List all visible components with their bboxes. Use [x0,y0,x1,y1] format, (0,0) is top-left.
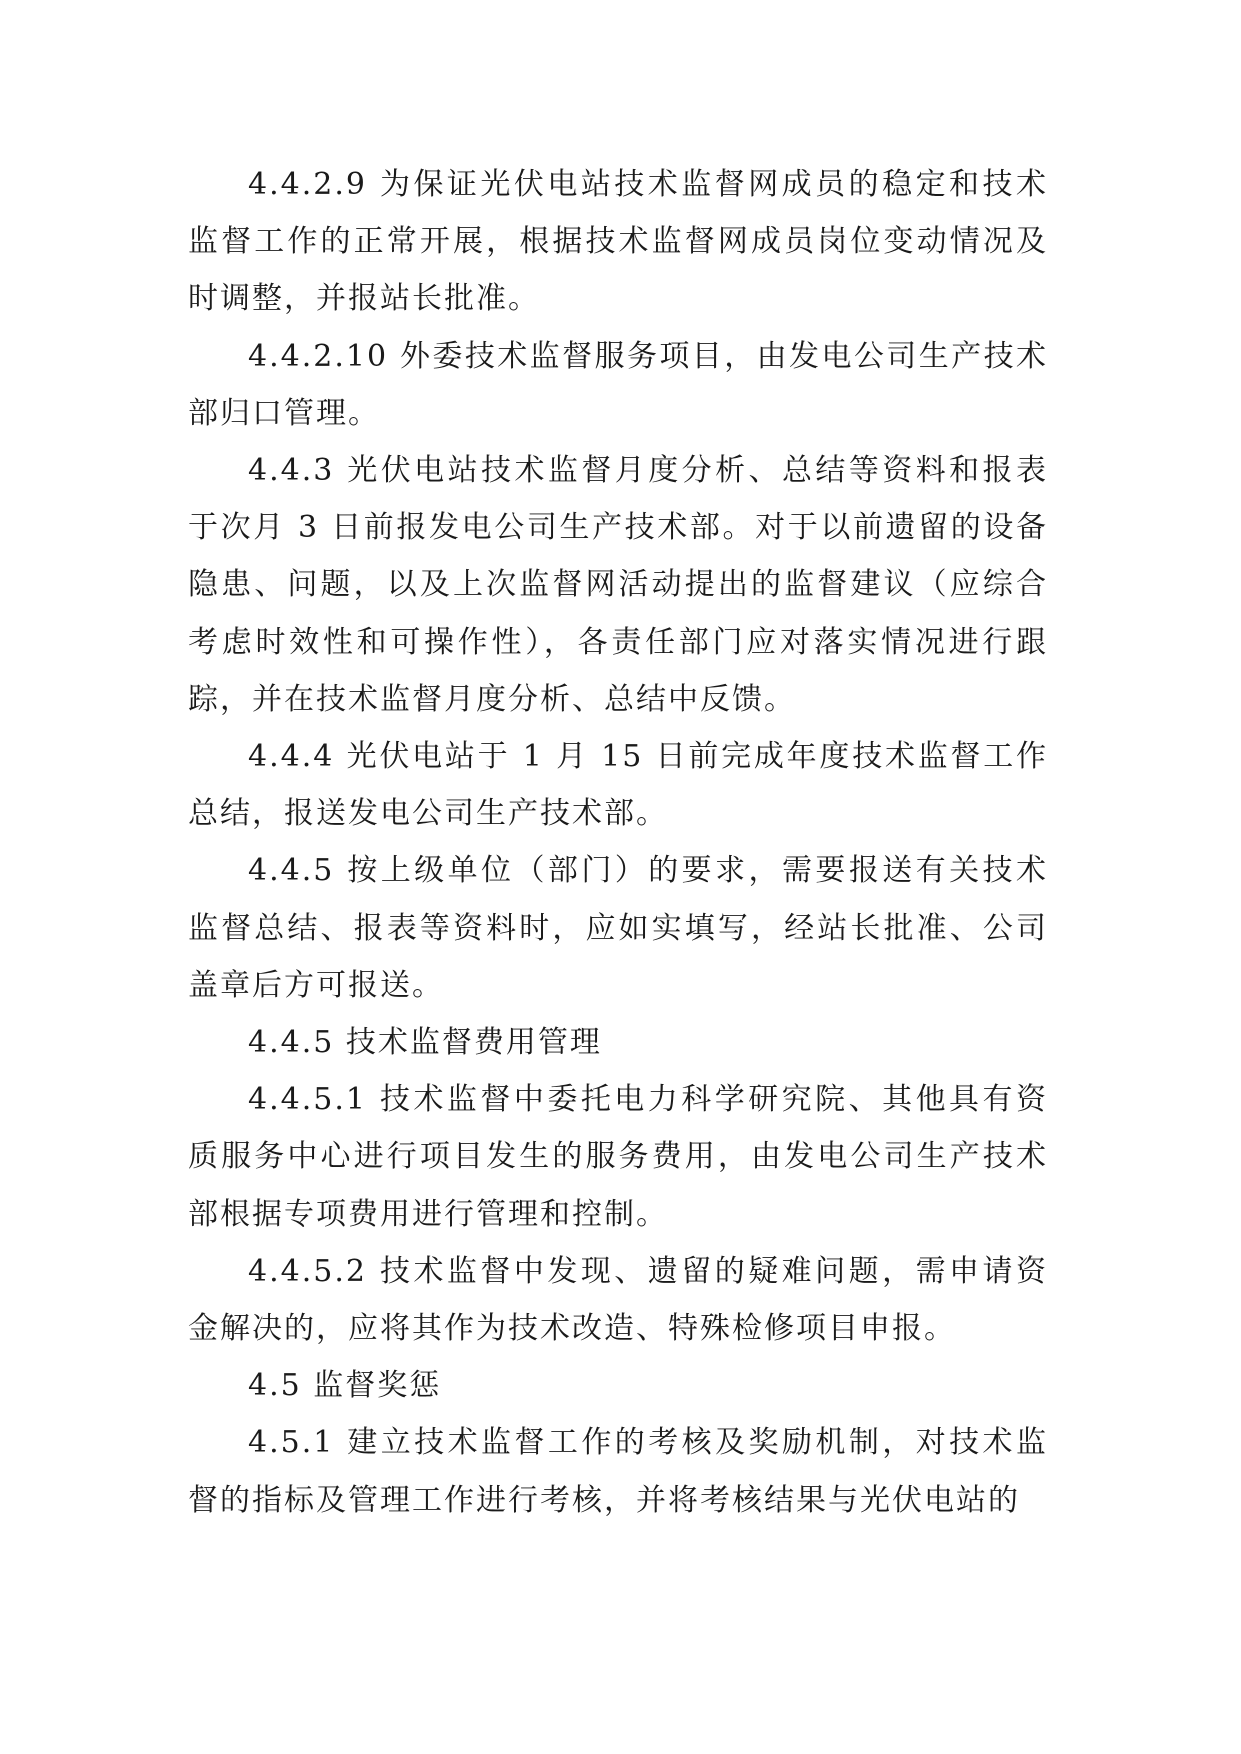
section-heading-4-5: 4.5 监督奖惩 [248,1368,442,1404]
paragraph-4-4-5-1: 4.4.5.1 技术监督中委托电力科学研究院、其他具有资质服务中心进行项目发生的服务费用，由发电公司生产技术部根据专项费用进行管理和控制。 [188,1082,1048,1232]
paragraph-4-4-5-2: 4.4.5.2 技术监督中发现、遗留的疑难问题，需申请资金解决的，应将其作为技术改造、特殊检修项目申报。 [188,1253,1048,1347]
paragraph-4-4-4: 4.4.4 光伏电站于 1 月 15 日前完成年度技术监督工作总结，报送发电公司生产技术部。 [188,739,1048,832]
paragraph-4-4-3: 4.4.3 光伏电站技术监督月度分析、总结等资料和报表于次月 3 日前报发电公司生产技术部。对于以前遗留的设备隐患、问题，以及上次监督网活动提出的监督建议（应综合考虑时效性和可操作性），各责任部门应对落实情况进行跟踪，并在技术监督月度分析、总结中反馈。 [188,453,1048,717]
paragraph-4-5-1: 4.5.1 建立技术监督工作的考核及奖励机制，对技术监督的指标及管理工作进行考核，并将考核结果与光伏电站的 [188,1425,1048,1518]
document-body [188,156,1048,1529]
paragraph-4-4-2-9: 4.4.2.9 为保证光伏电站技术监督网成员的稳定和技术监督工作的正常开展，根据技术监督网成员岗位变动情况及时调整，并报站长批准。 [188,167,1048,317]
section-heading-4-4-5: 4.4.5 技术监督费用管理 [248,1025,602,1061]
paragraph-4-4-5-reporting: 4.4.5 按上级单位（部门）的要求，需要报送有关技术监督总结、报表等资料时，应如实填写，经站长批准、公司盖章后方可报送。 [188,853,1048,1003]
paragraph-4-4-2-10: 4.4.2.10 外委技术监督服务项目，由发电公司生产技术部归口管理。 [188,338,1048,431]
